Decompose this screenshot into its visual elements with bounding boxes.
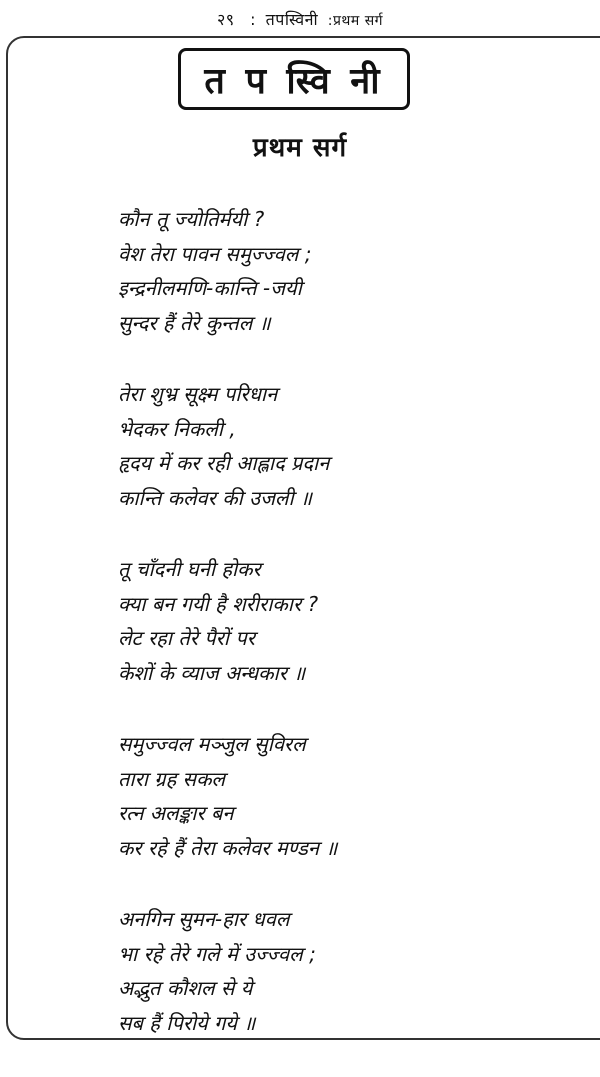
verse-line: हृदय में कर रही आह्लाद प्रदान	[118, 451, 330, 475]
header-canto: :प्रथम सर्ग	[327, 13, 384, 29]
verse-line: तू चाँदनी घनी होकर	[118, 557, 261, 581]
book-title: तपस्विनी	[265, 10, 319, 29]
canto-heading: प्रथम सर्ग	[252, 133, 348, 163]
verse-line: वेश तेरा पावन समुज्ज्वल ;	[118, 241, 312, 266]
poem-title: त प स्वि नी	[204, 60, 384, 102]
poem-body	[118, 202, 558, 1077]
verse-line: सब हैं पिरोये गये ॥	[118, 1010, 256, 1035]
verse-line: समुज्ज्वल मञ्जुल सुविरल	[118, 732, 306, 756]
verse-line: अनगिन सुमन-हार धवल	[118, 907, 290, 931]
verse-line: इन्द्रनीलमणि-कान्ति -जयी	[118, 276, 302, 300]
title-box	[178, 48, 410, 110]
verse-line: रत्न अलङ्कार बन	[118, 801, 234, 825]
stanza	[118, 202, 558, 340]
verse-line: क्या बन गयी है शरीराकार ?	[118, 591, 319, 616]
verse-line: तेरा शुभ्र सूक्ष्म परिधान	[118, 382, 278, 406]
verse-line: लेट रहा तेरे पैरों पर	[118, 626, 255, 650]
page-number: २९	[216, 10, 235, 29]
stanza	[118, 377, 558, 515]
verse-line: कर रहे हैं तेरा कलेवर मण्डन ॥	[118, 835, 338, 860]
verse-line: अद्भुत कौशल से ये	[118, 976, 253, 1000]
verse-line: कान्ति कलेवर की उजली ॥	[118, 485, 312, 510]
verse-line: कौन तू ज्योतिर्मयी ?	[118, 207, 265, 231]
stanza	[118, 552, 558, 690]
running-header	[0, 8, 600, 33]
stanza	[118, 902, 558, 1040]
verse-line: भा रहे तेरे गले में उज्ज्वल ;	[118, 941, 316, 966]
verse-line: भेदकर निकली ,	[118, 416, 236, 441]
verse-line: सुन्दर हैं तेरे कुन्तल ॥	[118, 310, 271, 335]
header-separator: :	[250, 10, 257, 29]
stanza	[118, 727, 558, 865]
verse-line: केशों के व्याज अन्धकार ॥	[118, 660, 306, 685]
verse-line: तारा ग्रह सकल	[118, 766, 225, 791]
